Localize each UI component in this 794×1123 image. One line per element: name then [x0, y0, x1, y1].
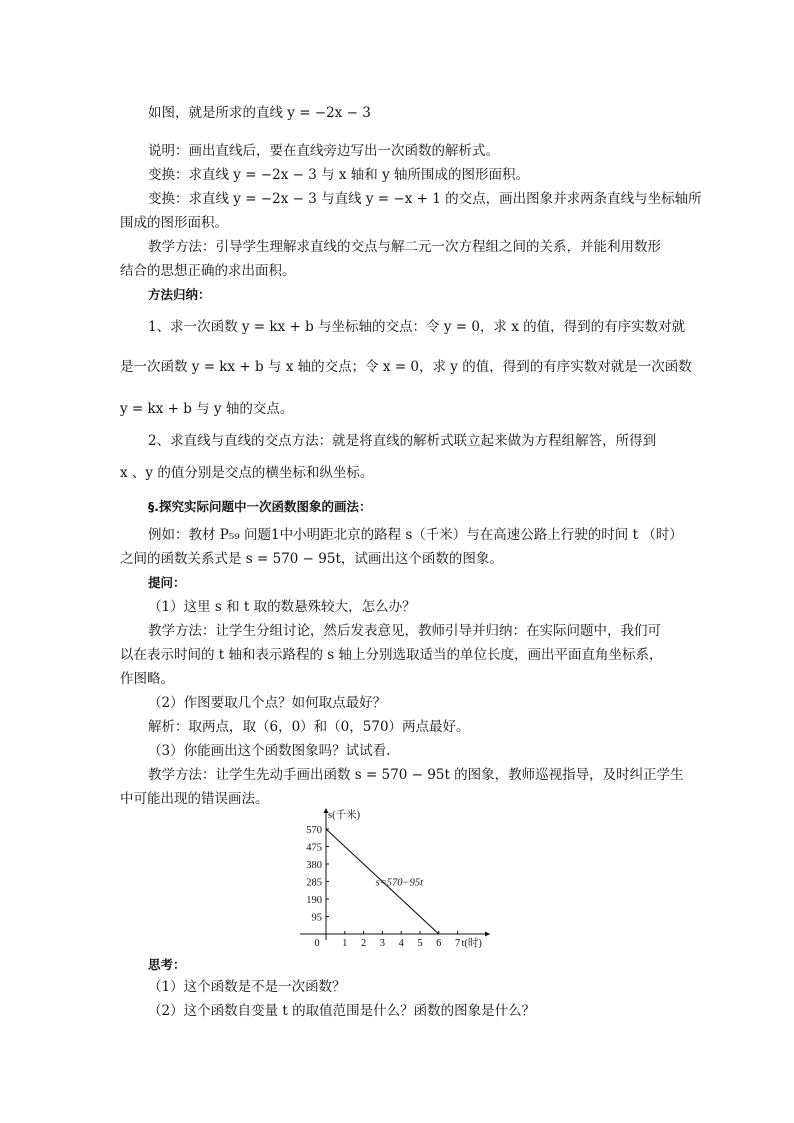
x-tick-label: 5: [417, 938, 423, 949]
method-line: 教学方法：引导学生理解求直线的交点与解二元一次方程组之间的关系，并能利用数形: [148, 239, 661, 255]
function-graph: [290, 804, 500, 954]
x-tick-label: 3: [379, 938, 386, 949]
y-tick-label: 475: [306, 842, 322, 854]
text-line: 之间的函数关系式是 s = 570 − 95t，试画出这个函数的图象。: [120, 551, 503, 567]
question-item: （1）这个函数是不是一次函数？: [148, 979, 346, 995]
x-axis-arrow: [485, 932, 490, 937]
text-line: x 、y 的值分别是交点的横坐标和纵坐标。: [120, 465, 374, 481]
text-line: 是一次函数 y = kx + b 与 x 轴的交点；令 x = 0，求 y 的值，得到的有序实数对就是一次函数: [120, 359, 692, 375]
x-tick-label: 4: [398, 938, 404, 949]
y-tick-label: 380: [306, 860, 322, 871]
x-tick-label: 6: [436, 938, 442, 949]
method-line: 教学方法：让学生分组讨论，然后发表意见，教师引导并归纳：在实际问题中，我们可: [148, 623, 661, 639]
y-axis-label: s(千米): [328, 810, 361, 821]
y-tick-label: 190: [306, 895, 322, 906]
section-heading: §.探究实际问题中一次函数图象的画法：: [148, 499, 372, 514]
question-heading: 提问：: [148, 575, 186, 590]
method-line: 教学方法：让学生先动手画出函数 s = 570 − 95t 的图象，教师巡视指导，及时纠正学生: [148, 767, 684, 783]
x-tick-label: 0: [314, 938, 320, 949]
y-tick-label: 95: [311, 912, 322, 924]
question-item: （3）你能画出这个函数图象吗？试试看.: [148, 743, 391, 759]
y-tick-label: 570: [306, 825, 322, 836]
text-line: 如图，就是所求的直线 y = −2x − 3: [148, 105, 371, 121]
analysis-line: 解析：取两点，取（6，0）和（0，570）两点最好。: [148, 719, 470, 735]
text-line: 作图略。: [120, 671, 174, 687]
text-line: 1、求一次函数 y = kx + b 与坐标轴的交点：令 y = 0，求 x 的值，得到的有序实数对就: [148, 319, 686, 335]
text-line: 2、求直线与直线的交点方法：就是将直线的解析式联立起来做为方程组解答，所得到: [148, 433, 657, 449]
text-line: 中可能出现的错误画法。: [120, 791, 269, 807]
section-heading: 方法归纳：: [148, 287, 211, 302]
question-item: （2）这个函数自变量 t 的取值范围是什么？函数的图象是什么？: [148, 1003, 536, 1019]
variation-line: 变换：求直线 y = −2x − 3 与直线 y = −x + 1 的交点，画出图象并求两条直线与坐标轴所: [148, 191, 702, 207]
question-item: （2）作图要取几个点？如何取点最好？: [148, 695, 387, 711]
x-tick-label: 1: [342, 938, 348, 949]
text-line: 结合的思想正确的求出面积。: [120, 263, 296, 279]
y-tick-label: 285: [306, 877, 322, 889]
note-line: 说明：画出直线后，要在直线旁边写出一次函数的解析式。: [148, 143, 499, 159]
chart-marks: [326, 829, 439, 934]
variation-line: 变换：求直线 y = −2x − 3 与 x 轴和 y 轴所围成的图形面积。: [148, 167, 530, 183]
example-line: 例如：教材 P₅₉ 问题1中小明距北京的路程 s（千米）与在高速公路上行驶的时间 t （时）: [148, 527, 683, 543]
text-line: 围成的图形面积。: [120, 215, 228, 231]
think-heading: 思考：: [148, 957, 186, 972]
x-axis-label: t(时): [461, 938, 482, 949]
question-item: （1）这里 s 和 t 取的数悬殊较大，怎么办？: [148, 599, 416, 615]
series-label: s=570−95t: [375, 877, 424, 889]
text-line: y = kx + b 与 y 轴的交点。: [120, 401, 294, 417]
x-tick-label: 2: [360, 938, 367, 949]
x-tick-label: 7: [454, 938, 461, 949]
text-line: 以在表示时间的 t 轴和表示路程的 s 轴上分别选取适当的单位长度，画出平面直角坐标系，: [120, 647, 663, 663]
